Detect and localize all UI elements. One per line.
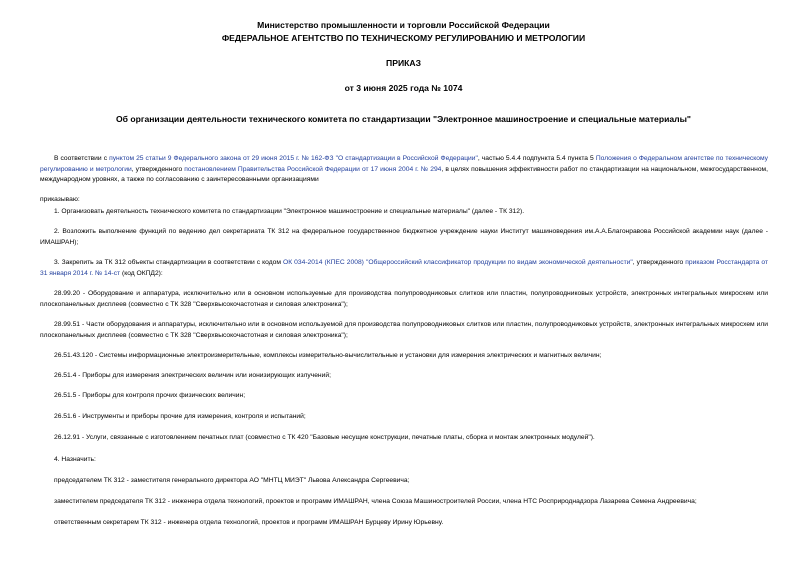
- ministry-name: Министерство промышленности и торговли Российской Федерации: [257, 20, 550, 30]
- preamble-paragraph: [40, 154, 768, 186]
- appoint-heading: 4. Назначить:: [54, 456, 96, 463]
- item-3-text-3: (код ОКПД2):: [120, 269, 163, 277]
- code-26-51-4: 26.51.4 - Приборы для измерения электрических величин или ионизирующих излучений;: [54, 372, 331, 379]
- item-3-text-2: , утвержденного: [632, 259, 686, 266]
- document-type: ПРИКАЗ: [386, 58, 421, 68]
- code-26-12-91: 26.12.91 - Услуги, связанные с изготовлением печатных плат (совместно с ТК 420 "Базовые несущие конструкции, печатные платы, сборка и монтаж электронных модулей").: [54, 434, 595, 441]
- appoint-secretary: ответственным секретарем ТК 312 - инженера отдела технологий, проектов и программ ИМАШРАН Бурцеву Ирину Юрьевну.: [54, 519, 444, 526]
- item-2: 2. Возложить выполнение функций по ведению дел секретариата ТК 312 на федеральное государственное бюджетное учреждение науки Институт машиноведения им.А.А.Благонравова Российской академии наук (далее - ИМАШРАН);: [40, 228, 768, 246]
- appoint-deputy-chairman: заместителем председателя ТК 312 - инженера отдела технологий, проектов и программ ИМАШРАН, члена Союза Машиностроителей России, члена НТС Росприроднадзора Лазарева Семена Андреевича;: [54, 498, 697, 505]
- preamble-text-1: В соответствии с: [54, 155, 110, 162]
- preamble-text-2: , частью 5.4.4 подпункта 5.4 пункта 5: [477, 155, 596, 162]
- item-3-text-1: 3. Закрепить за ТК 312 объекты стандартизации в соответствии с кодом: [54, 259, 284, 266]
- document-title: Об организации деятельности технического комитета по стандартизации "Электронное машиностроение и специальные материалы": [116, 114, 691, 124]
- code-26-51-43-120: 26.51.43.120 - Системы информационные электроизмерительные, комплексы измерительно-вычислительные и установки для измерения электрических и магнитных величин;: [54, 352, 602, 359]
- document-date-number: от 3 июня 2025 года № 1074: [344, 83, 463, 93]
- code-28-99-51: 28.99.51 - Части оборудования и аппаратуры, исключительно или в основном используемой для производства полупроводниковых слитков или пластин, полупроводниковых устройств, электронных интегральных микросхем или плоскопанельных дисплеев (совместно с ТК 328 "Сверхвысокочастотная и силовая электроника");: [40, 321, 768, 339]
- code-26-51-6: 26.51.6 - Инструменты и приборы прочие для измерения, контроля и испытаний;: [54, 413, 306, 420]
- preamble-text-4: , в целях повышения эффективности работ по стандартизации на национальном, межгосударственном, международном уровнях, а также по согласованию с заинтересованными организациями: [40, 165, 768, 183]
- appoint-chairman: председателем ТК 312 - заместителя генерального директора АО "МНТЦ МИЭТ" Львова Александра Сергеевича;: [54, 477, 410, 484]
- item-1: 1. Организовать деятельность технического комитета по стандартизации "Электронное машиностроение и специальные материалы" (далее - ТК 312).: [54, 208, 525, 215]
- code-28-99-20: 28.99.20 - Оборудование и аппаратура, исключительно или в основном используемые для производства полупроводниковых слитков или пластин, полупроводниковых устройств, электронных интегральных микросхем или плоскопанельных дисплеев (совместно с ТК 328 "Сверхвысокочастотная и силовая электроника");: [40, 290, 768, 308]
- item-3: [40, 258, 768, 279]
- agency-name: ФЕДЕРАЛЬНОЕ АГЕНТСТВО ПО ТЕХНИЧЕСКОМУ РЕГУЛИРОВАНИЮ И МЕТРОЛОГИИ: [221, 33, 586, 43]
- code-26-51-5: 26.51.5 - Приборы для контроля прочих физических величин;: [54, 392, 246, 399]
- order-word: приказываю:: [40, 196, 80, 203]
- regulation-link[interactable]: Положения о Федеральном агентстве по техническому регулированию и метрологии: [40, 155, 769, 173]
- rosstandart-order-link[interactable]: приказом Росстандарта от 31 января 2014 г. № 14-ст: [40, 259, 769, 277]
- federal-law-link[interactable]: пунктом 25 статьи 9 Федерального закона от 29 июня 2015 г. № 162-ФЗ "О стандартизации в Российской Федерации": [109, 155, 478, 162]
- government-decree-link[interactable]: постановлением Правительства Российской Федерации от 17 июня 2004 г. № 294: [184, 165, 442, 173]
- okpd2-link[interactable]: ОК 034-2014 (КПЕС 2008) "Общероссийский классификатор продукции по видам экономической деятельности": [283, 259, 633, 266]
- preamble-text-3: , утвержденного: [131, 165, 185, 173]
